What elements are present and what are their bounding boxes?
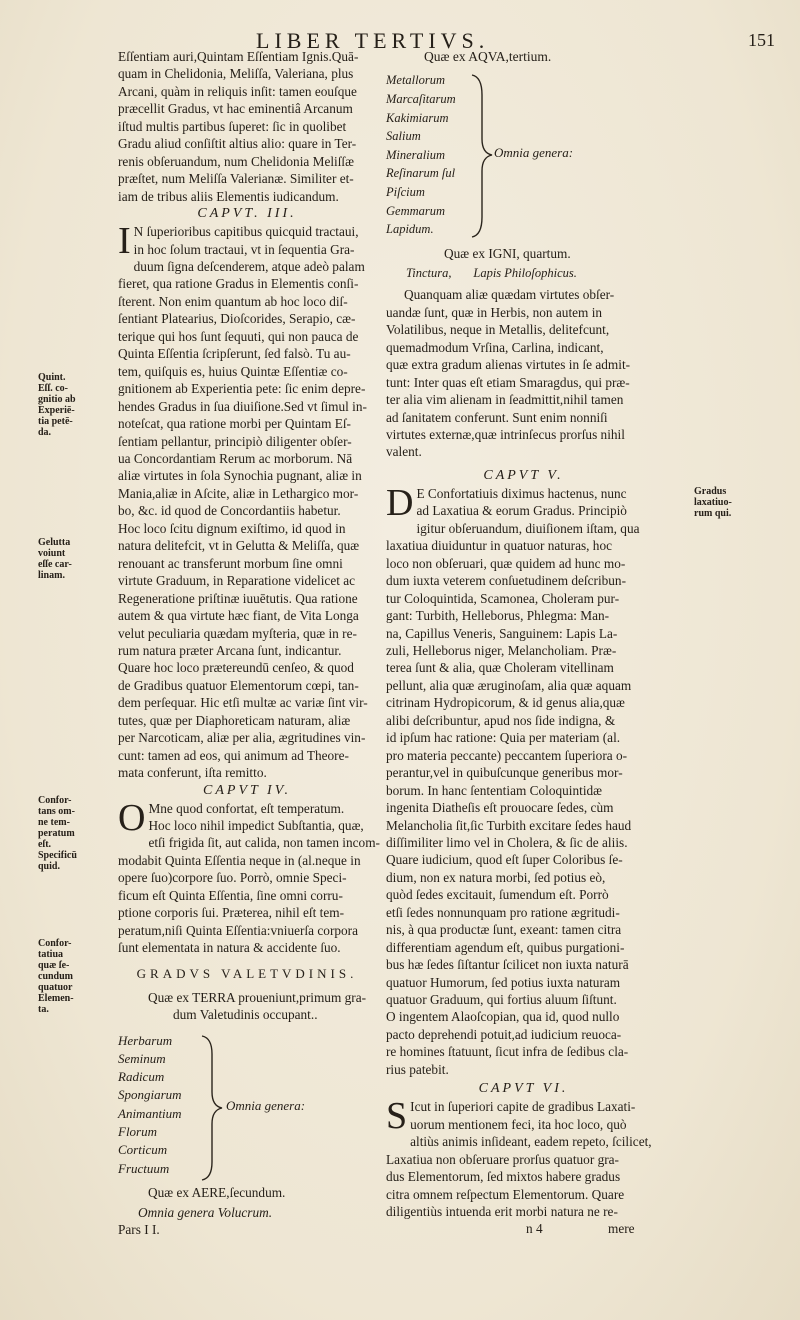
text-line: valent.: [386, 444, 422, 460]
list-item: Fructuum: [118, 1160, 170, 1176]
catchword: mere: [608, 1221, 635, 1237]
list-item: Lapis Philoſophicus.: [473, 265, 577, 280]
text-line: dum iuxta veterem conſuetudinem deſcribun-: [386, 573, 627, 589]
text-line: alibi deſcribuntur, apud nos ſide indigna, &: [386, 712, 616, 728]
text-line: id ipſum hac ratione: Quia per materiam (al.: [386, 730, 621, 746]
text-line: virtute Graduum, in Reparatione videlicet ac: [118, 573, 356, 589]
curly-brace-icon: [198, 1034, 228, 1182]
igni-line: Quæ ex IGNI, quartum.: [444, 246, 571, 262]
signature-mark: n 4: [526, 1221, 543, 1237]
text-line: altiùs animis inſideant, eadem repeto, ſcilicet,: [410, 1134, 652, 1150]
text-line: de Gradibus quatuor Elementorum cœpi, tan-: [118, 677, 359, 693]
chapter-3-heading: CAPVT. III.: [197, 206, 297, 222]
text-line: quatuor Humorum, ſed potius iuxta naturam: [386, 974, 621, 990]
text-line: bus hæ ſedes ſiſtantur ſcilicet non iuxta naturā: [386, 957, 629, 973]
aqua-line: Quæ ex AQVA,tertium.: [424, 49, 552, 64]
text-line: dem perſequar. Hic etſi multæ ac variæ ſint vir-: [118, 695, 368, 711]
text-line: iam de tribus aliis Elementis iudicandum.: [118, 188, 339, 204]
text-line: E Confortatiuis diximus hactenus, nunc: [416, 485, 627, 501]
text-line: per Narcoticam, aliæ per alia, ægritudines vin-: [118, 730, 366, 746]
list-item: Salium: [386, 129, 421, 144]
igni-paragraph: [386, 286, 661, 461]
text-line: duum ſigna deſcenderem, atque adeò palam: [133, 258, 365, 274]
signature-mark: Pars I I.: [118, 1222, 160, 1238]
chapter-4-heading: CAPVT IV.: [203, 782, 291, 798]
text-line: differentiam agendum eſt, quibus purgationi-: [386, 939, 625, 955]
list-item: Kakimiarum: [386, 110, 449, 125]
list-item: Animantium: [118, 1105, 182, 1121]
text-line: pacto deprehendi potuit,ad iudicium reuoca-: [386, 1026, 622, 1042]
text-line: natura delitefcit, vt in Gelutta & Meliſſa, quæ: [118, 538, 360, 554]
text-line: citrinam Hydropicorum, & id genus alia,quæ: [386, 695, 625, 711]
text-line: Melancholia ſit,ſic Turbith excitare ſedes haud: [386, 817, 632, 833]
margin-note-confortans: Confor- tans om- ne tem- peratum eſt. Specificū quid.: [38, 795, 77, 872]
left-column: [118, 48, 380, 1239]
list-item: Piſcium: [386, 185, 425, 200]
text-line: renis obſeruandum, num Chelidonia Meliſſæ: [118, 153, 354, 169]
text-line: pellunt, alia quæ æruginoſam, alia quæ aquam: [386, 677, 632, 693]
text-line: ptione corporis ſui. Præterea, nihil eſt tem-: [118, 905, 344, 921]
page-footer: [386, 1220, 661, 1238]
text-line: ſterent. Non enim quantum ab hoc loco diſ-: [118, 293, 348, 309]
text-line: iſtud multis partibus ſuperet: ſic in quolibet: [118, 118, 347, 134]
running-title: LIBER TERTIVS.: [256, 28, 490, 53]
text-line: uorum mentionem feci, ita hoc loco, quò: [410, 1116, 627, 1132]
text-line: laxatiua diuiduntur in quatuor naturas, hoc: [386, 538, 612, 554]
list-item: Marcaſitarum: [386, 92, 456, 107]
text-line: modabit Quinta Eſſentia neque in (al.neque in: [118, 852, 361, 868]
chapter-6-dropcap: S: [386, 1095, 408, 1138]
text-line: ua Concordantiam Rerum ac morborum. Nā: [118, 450, 353, 466]
text-line: terea ſunt & alia, quæ Choleram vitellinam: [386, 660, 614, 676]
text-line: gant: Turbith, Helleborus, Phlegma: Man-: [386, 608, 610, 624]
text-line: tem, quiſquis es, huius Quintæ Eſſentiæ co-: [118, 363, 348, 379]
text-line: Regeneratione priſtinæ iuuētutis. Qua ratione: [118, 590, 358, 606]
terra-genera-label: Omnia genera:: [226, 1097, 306, 1113]
chapter-3-text: [118, 220, 376, 782]
text-line: diligentiùs intuenda erit morbi natura ne re-: [386, 1204, 618, 1220]
chapter-5-heading: CAPVT V.: [483, 467, 564, 483]
chapter-5-text: [386, 481, 661, 1078]
text-line: dus Elementorum, ſed mixtos habere gradus: [386, 1169, 621, 1185]
text-line: fieret, qua ratione Gradus in Elementis conſi-: [118, 276, 359, 292]
text-line: N ſuperioribus capitibus quicquid tractaui,: [133, 224, 359, 240]
text-line: velut peculiaria quædam myſteria, quæ in re-: [118, 625, 357, 641]
text-line: terique qui hos ſunt ſequuti, qui non pauca de: [118, 328, 359, 344]
text-line: ad ſanitatem conferunt. Sunt enim nonniſi: [386, 409, 608, 425]
text-line: ficum eſt Quinta Eſſentia, ſine omni corru-: [118, 887, 343, 903]
text-line: ad Laxatiua & eorum Gradus. Principiò: [416, 503, 627, 519]
text-line: aliæ virtutes in ſola Synochia pugnant, aliæ in: [118, 468, 362, 484]
text-line: cunt: tamen ad eos, qui animum ad Theore-: [118, 747, 349, 763]
text-line: zuli, Helleborus niger, Melancholiam. Præ-: [386, 642, 617, 658]
text-line: Quinta Eſſentia ſcripſerunt, ſed falsò. Tu au-: [118, 346, 351, 362]
text-line: re homines ſtatuunt, ſicut infra de ſedibus cla-: [386, 1044, 629, 1060]
text-line: igitur obſeruandum, diuiſionem iſtam, qua: [416, 520, 640, 536]
text-line: præſtet, num Meliſſa Valerianæ. Similiter et-: [118, 171, 354, 187]
text-line: Mne quod confortat, eſt temperatum.: [148, 800, 345, 816]
list-item: Tinctura,: [406, 265, 452, 280]
terra-list: [118, 1032, 376, 1182]
text-line: na, Capillus Veneris, Sanguinem: Lapis La-: [386, 625, 618, 641]
list-item: Corticum: [118, 1142, 168, 1158]
intro-paragraph: [118, 48, 376, 205]
text-line: Hoc loco nihil impedict Subſtantia, quæ,: [148, 818, 364, 834]
margin-note-confortatiua: Confor- tatiua quæ ſe- cundum quatuor Elemen- ta.: [38, 938, 74, 1015]
chapter-6-heading: CAPVT VI.: [478, 1081, 569, 1097]
text-line: peratum,niſi Quinta Eſſentia:vniuerſa corpora: [118, 922, 358, 938]
text-line: quòd ſedes excitauit, ſumendum eſt. Porrò: [386, 887, 609, 903]
text-line: quæ extra gradum alienas virtutes in ſe admit-: [386, 357, 631, 373]
text-line: quemadmodum Vrſina, Carlina, indicant,: [386, 339, 604, 355]
text-line: ter alia vim alienam in ſeadmittit,nihil tamen: [386, 392, 624, 408]
text-line: noteſcat, qua ratione morbi per Quintam Eſ-: [118, 416, 351, 432]
text-line: Quanquam aliæ quædam virtutes obſer-: [404, 287, 615, 303]
list-item: Reſinarum ſul: [386, 166, 456, 181]
chapter-4-text: [118, 796, 380, 957]
list-item: Lapidum.: [386, 222, 434, 237]
text-line: tunt: Inter quas eſt etiam Smaragdus, qui præ-: [386, 374, 630, 390]
text-line: ſentiam pellantur, principiò diligenter obſer-: [118, 433, 352, 449]
list-item: Spongiarum: [118, 1087, 182, 1103]
text-line: Gradu aliud conſiſtit altius alio: quare in Ter-: [118, 136, 357, 152]
margin-note-quint: Quint. Eſſ. co- gnitio ab Experiē- tia petē- da.: [38, 372, 76, 438]
text-line: bo, &c. id quod de Concordantiis habetur.: [118, 503, 341, 519]
text-line: hendes Gradus in ſua diuiſione.Sed vt ſimul in-: [118, 398, 367, 414]
text-line: quatuor Graduum, qui fortius aluum ſiſtunt.: [386, 992, 617, 1008]
text-line: Icut in ſuperiori capite de gradibus Laxati-: [410, 1099, 636, 1115]
aere-line: Quæ ex AERE,ſecundum.: [148, 1184, 286, 1200]
list-item: Gemmarum: [386, 203, 446, 218]
text-line: Mania,aliæ in Aſcite, aliæ in Lethargico mor-: [118, 485, 359, 501]
text-line: dium, non ex natura morbi, ſed potius eò,: [386, 869, 606, 885]
aqua-list: [386, 71, 661, 241]
margin-note-gradus-laxatiuorum: Gradus laxatiuo- rum qui.: [694, 486, 732, 519]
igni-items: [386, 265, 661, 282]
text-line: Eſſentiam auri,Quintam Eſſentiam Ignis.Quā-: [118, 49, 359, 64]
text-line: Laxatiua non obſeruare prorſus quatuor gra-: [386, 1151, 619, 1167]
text-line: opere ſuo)corpore ſuo. Porrò, omnie Speci-: [118, 870, 347, 886]
text-line: loco non obſeruari, quæ quidem ad hunc mo-: [386, 555, 626, 571]
text-line: renouant ac transferunt morbum ſine omni: [118, 555, 343, 571]
text-line: in hoc ſolum tractaui, vt in ſequentia Gra-: [133, 241, 355, 257]
text-line: Quare hoc loco prætereundū cenſeo, & quod: [118, 660, 354, 676]
text-line: mata conferunt, iſta remitto.: [118, 765, 267, 781]
chapter-6-text: [386, 1095, 661, 1220]
text-line: borum. In hanc ſententiam Coloquintidæ: [386, 782, 603, 798]
margin-note-gelutta: Gelutta voiunt eſſe car- linam.: [38, 537, 72, 581]
right-column: [386, 48, 661, 1238]
list-item: Seminum: [118, 1050, 166, 1066]
text-line: citra omnem reſpectum Elementorum. Quare: [386, 1186, 625, 1202]
text-line: ſunt elementata in natura & accidente ſuo.: [118, 940, 341, 956]
text-line: tur Coloquintida, Scamonea, Choleram pur-: [386, 590, 620, 606]
text-line: Hoc loco ſcitu dignum exiſtimo, id quod in: [118, 520, 346, 536]
text-line: tutes, quæ per Diaphoreticam naturam, aliæ: [118, 712, 351, 728]
text-line: pro materia peccante) peccantem ſuperiora o-: [386, 747, 628, 763]
aere-genera: Omnia genera Volucrum.: [138, 1205, 273, 1221]
text-line: ingenita Diatheſis eſt prouocare ſedes, cùm: [386, 800, 614, 816]
list-item: Florum: [118, 1124, 157, 1140]
list-item: Radicum: [118, 1069, 165, 1085]
text-line: gnitionem ab Experientia pete: ſic enim depre-: [118, 381, 366, 397]
chapter-4-dropcap: O: [118, 796, 146, 839]
text-line: perantur,vel in quibuſcunque generibus mor-: [386, 765, 623, 781]
text-line: nis, à qua productæ ſunt, exeant: tamen citra: [386, 922, 622, 938]
chapter-3-dropcap: I: [118, 220, 131, 263]
text-line: etſi frigida ſit, aut calida, non tamen incom-: [148, 835, 380, 851]
terra-intro-line: dum Valetudinis occupant..: [173, 1007, 318, 1023]
chapter-5-dropcap: D: [386, 481, 414, 524]
list-item: Mineralium: [386, 147, 446, 162]
text-line: Quare iudicium, quod eſt ſuper Coloribus ſe-: [386, 852, 623, 868]
text-line: diſſimiliter limo vel in Cholera, & ſic de aliis.: [386, 834, 628, 850]
text-line: autem & qua virtute hæc fiant, de Vita Longa: [118, 608, 359, 624]
text-line: quam in Chelidonia, Meliſſa, Valeriana, plus: [118, 66, 354, 82]
text-line: Arcani, quàm in reliquis inſit: tamen eouſque: [118, 83, 357, 99]
text-line: O ingentem Alaoſcopian, qua id, quod nullo: [386, 1009, 620, 1025]
text-line: uandæ ſunt, quæ in Herbis, non autem in: [386, 304, 603, 320]
text-line: ſentiant Platearius, Dioſcorides, Serapio, cæ-: [118, 311, 356, 327]
text-line: præcellit Gradus, vt hac eminentiâ Arcanum: [118, 101, 353, 117]
text-line: rius patebit.: [386, 1061, 449, 1077]
page-number: 151: [748, 30, 775, 50]
text-line: Volatilibus, neque in Metallis, delitefcunt,: [386, 322, 610, 338]
list-item: Herbarum: [118, 1032, 173, 1048]
grades-heading: GRADVS VALETVDINIS.: [136, 965, 358, 981]
aqua-genera-label: Omnia genera:: [494, 145, 574, 161]
text-line: etſi ſedes nonnunquam pro ratione ægritudi-: [386, 904, 620, 920]
text-line: virtutes externæ,quæ intrinſecus prorſus nihil: [386, 426, 625, 442]
text-line: rum natura præter Arcana ſunt, indicantur.: [118, 642, 342, 658]
terra-intro-line: Quæ ex TERRA proueniunt,primum gra-: [148, 989, 367, 1005]
list-item: Metallorum: [386, 73, 446, 88]
